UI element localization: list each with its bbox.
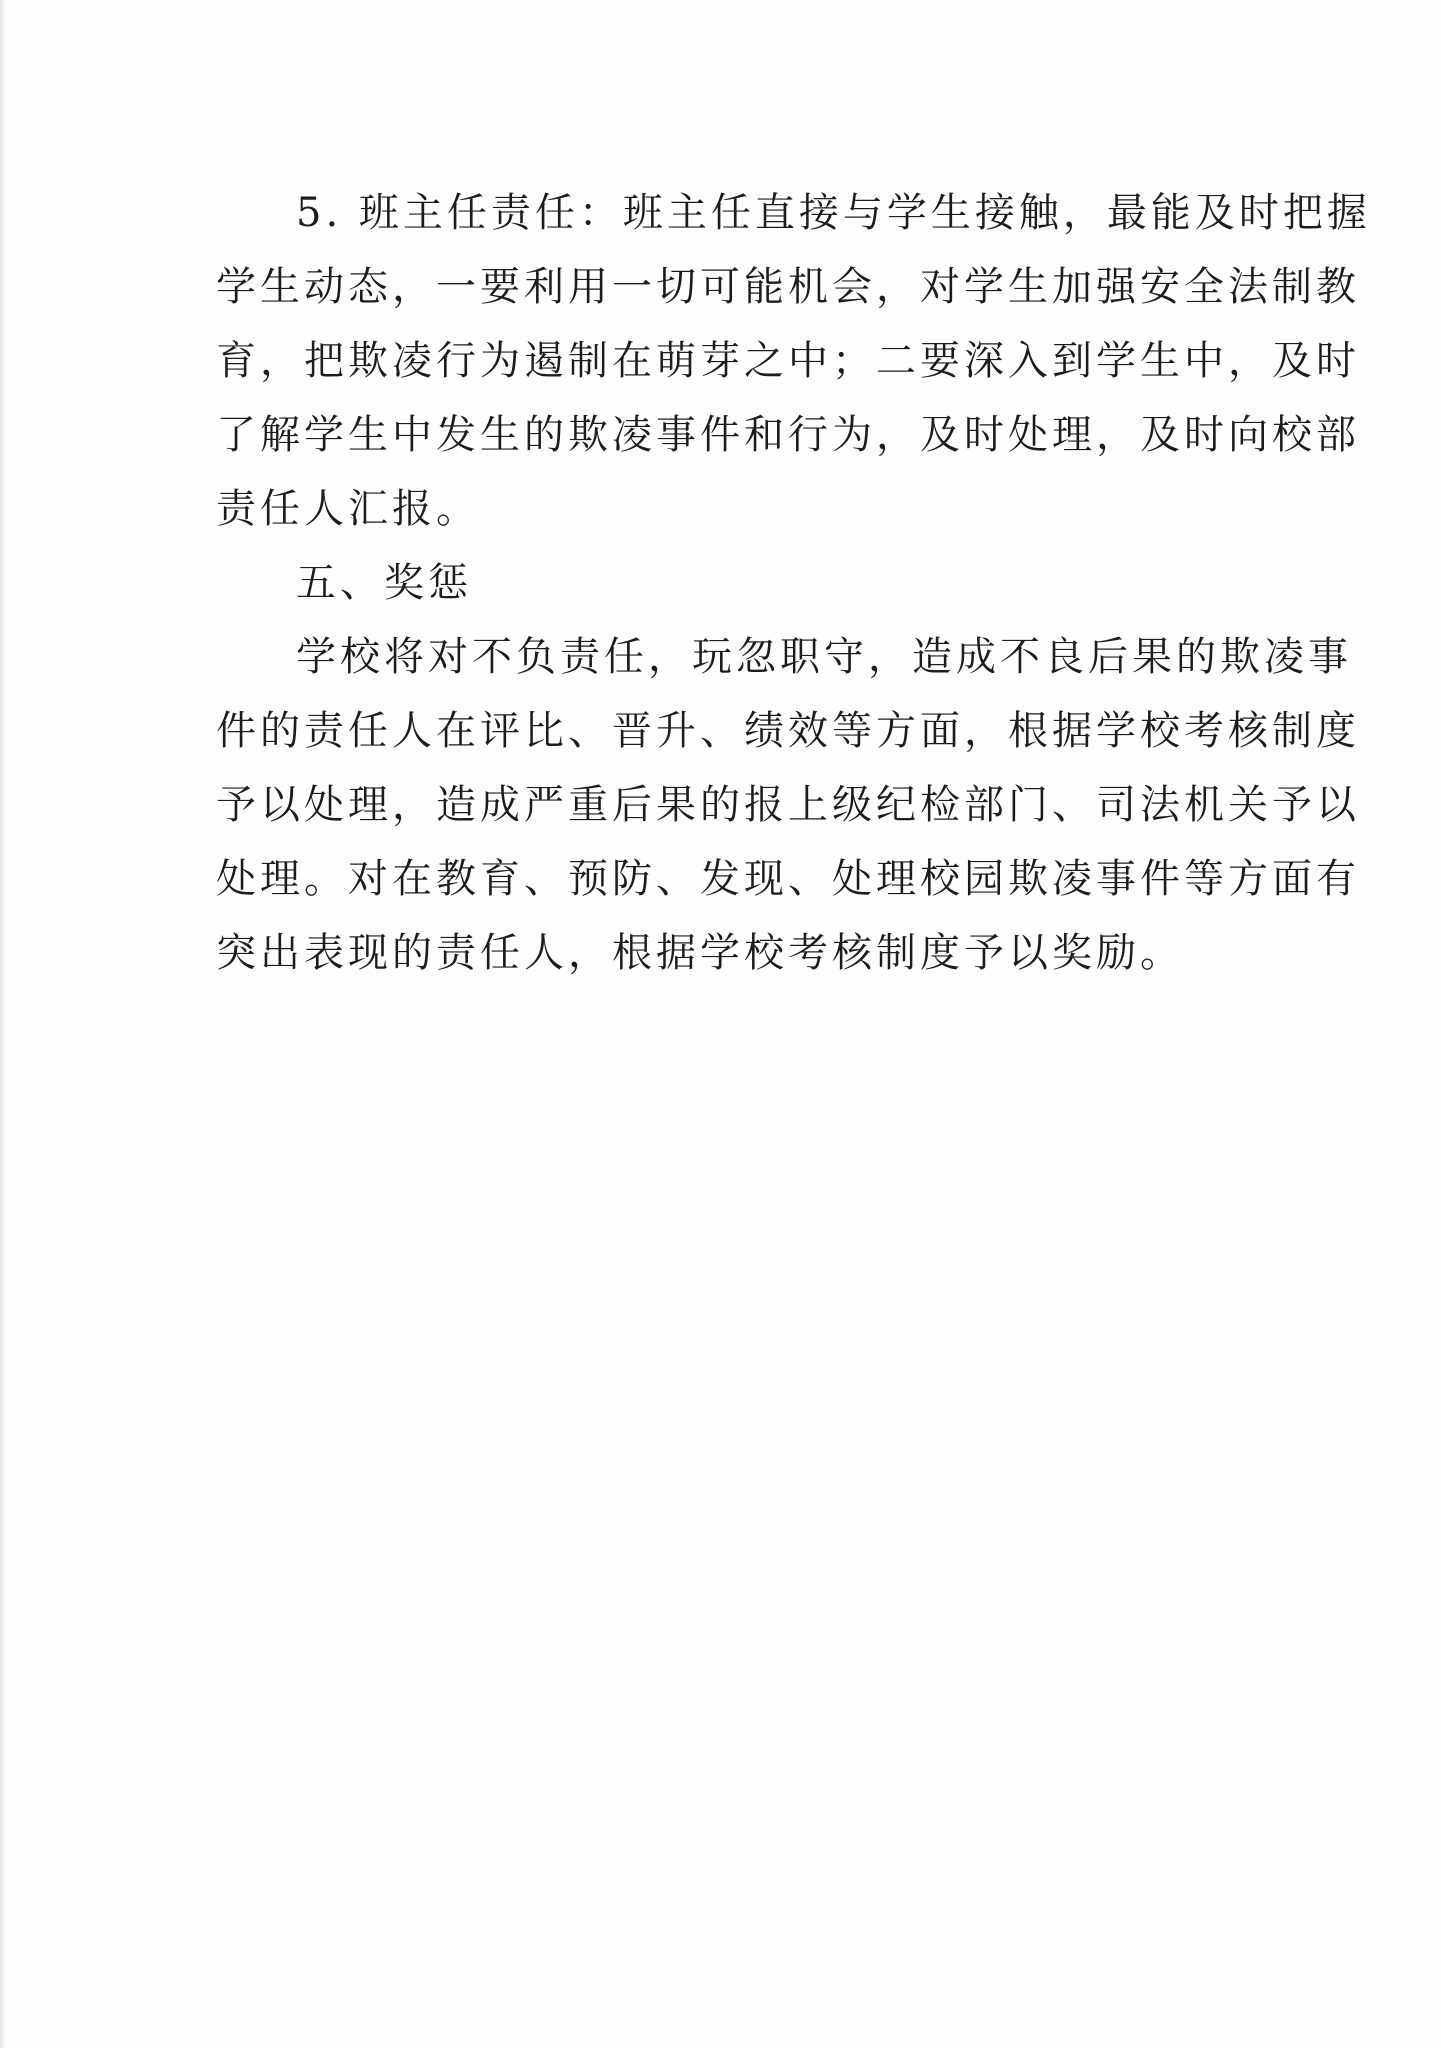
- paragraph-rewards-penalties: [216, 620, 1360, 990]
- paragraph-line: 处理。对在教育、预防、发现、处理校园欺凌事件等方面有: [216, 856, 1360, 902]
- paragraph-class-teacher-responsibility: [216, 176, 1371, 546]
- paragraph-line: 了解学生中发生的欺凌事件和行为，及时处理，及时向校部: [216, 412, 1360, 458]
- paragraph-line: 件的责任人在评比、晋升、绩效等方面，根据学校考核制度: [216, 708, 1360, 754]
- paragraph-line: 突出表现的责任人，根据学校考核制度予以奖励。: [216, 930, 1184, 976]
- paragraph-line: 责任人汇报。: [216, 486, 480, 532]
- section-heading-rewards-penalties: 五、奖惩: [296, 560, 472, 606]
- paragraph-line: 学生动态，一要利用一切可能机会，对学生加强安全法制教: [216, 264, 1360, 310]
- paragraph-line: 5. 班主任责任：班主任直接与学生接触，最能及时把握: [296, 190, 1371, 236]
- document-body: [216, 176, 1371, 990]
- paragraph-line: 育，把欺凌行为遏制在萌芽之中；二要深入到学生中，及时: [216, 338, 1360, 384]
- scan-edge-shadow: [0, 0, 6, 2048]
- paragraph-line: 予以处理，造成严重后果的报上级纪检部门、司法机关予以: [216, 782, 1360, 828]
- paragraph-line: 学校将对不负责任，玩忽职守，造成不良后果的欺凌事: [296, 634, 1352, 680]
